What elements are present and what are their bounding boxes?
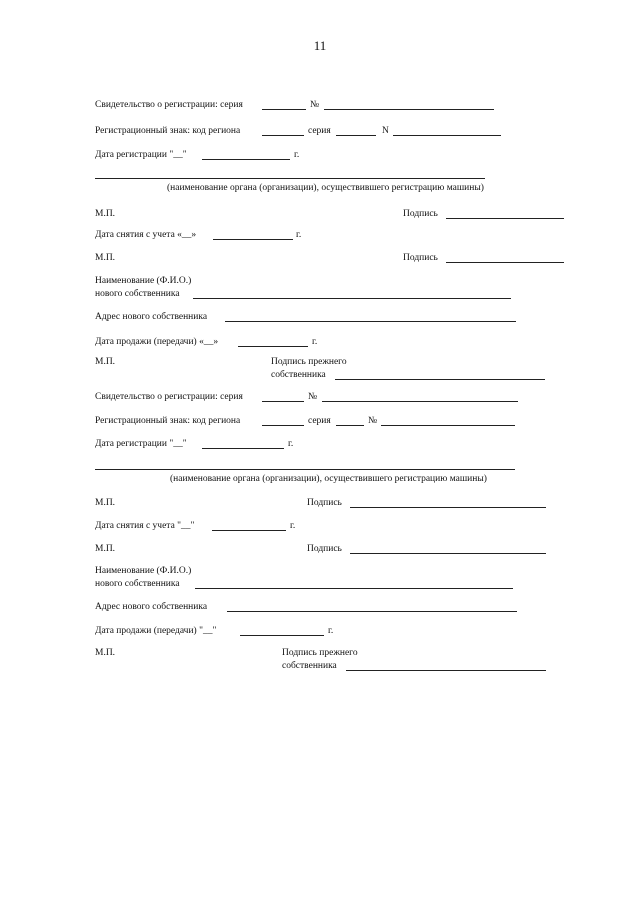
region-code-label: Регистрационный знак: код региона bbox=[95, 126, 241, 136]
registration-authority-caption: (наименование органа (организации), осуществившего регистрацию машины) bbox=[170, 474, 487, 484]
registration-authority-field[interactable] bbox=[95, 469, 515, 470]
sign-series-label: серия bbox=[308, 126, 331, 136]
certificate-series-label: Свидетельство о регистрации: серия bbox=[95, 100, 243, 110]
new-owner-address-field[interactable] bbox=[225, 321, 516, 322]
year-suffix: г. bbox=[294, 150, 300, 160]
registration-date-label: Дата регистрации "__" bbox=[95, 439, 187, 449]
previous-owner-signature-field[interactable] bbox=[346, 670, 546, 671]
page-number: 11 bbox=[313, 38, 327, 53]
certificate-series-field[interactable] bbox=[262, 109, 306, 110]
sale-date-label: Дата продажи (передачи) "__" bbox=[95, 626, 217, 636]
year-suffix: г. bbox=[328, 626, 334, 636]
certificate-number-label: № bbox=[310, 100, 320, 110]
year-suffix: г. bbox=[290, 521, 296, 531]
new-owner-address-field[interactable] bbox=[227, 611, 517, 612]
sign-number-label: N bbox=[382, 126, 389, 136]
signature-field[interactable] bbox=[446, 218, 564, 219]
region-code-field[interactable] bbox=[262, 425, 304, 426]
previous-owner-signature-label-2: собственника bbox=[271, 370, 326, 380]
new-owner-name-field[interactable] bbox=[195, 588, 513, 589]
new-owner-address-label: Адрес нового собственника bbox=[95, 312, 208, 322]
deregistration-date-label: Дата снятия с учета «__» bbox=[95, 230, 197, 240]
sale-date-field[interactable] bbox=[238, 346, 308, 347]
registration-authority-field[interactable] bbox=[95, 178, 485, 179]
signature-field[interactable] bbox=[350, 507, 546, 508]
certificate-series-label: Свидетельство о регистрации: серия bbox=[95, 392, 243, 402]
new-owner-address-label: Адрес нового собственника bbox=[95, 602, 208, 612]
stamp-label: М.П. bbox=[95, 544, 116, 554]
signature-label: Подпись bbox=[403, 253, 438, 263]
stamp-label: М.П. bbox=[95, 498, 116, 508]
stamp-label: М.П. bbox=[95, 209, 116, 219]
sale-date-field[interactable] bbox=[240, 635, 324, 636]
deregistration-date-label: Дата снятия с учета "__" bbox=[95, 521, 195, 531]
new-owner-name-field[interactable] bbox=[193, 298, 511, 299]
sale-date-label: Дата продажи (передачи) «__» bbox=[95, 337, 219, 347]
certificate-number-label: № bbox=[308, 392, 318, 402]
sign-number-field[interactable] bbox=[381, 425, 515, 426]
sign-series-field[interactable] bbox=[336, 135, 376, 136]
certificate-number-field[interactable] bbox=[324, 109, 494, 110]
new-owner-name-label-2: нового собственника bbox=[95, 289, 180, 299]
year-suffix: г. bbox=[288, 439, 294, 449]
region-code-field[interactable] bbox=[262, 135, 304, 136]
previous-owner-signature-label-2: собственника bbox=[282, 661, 337, 671]
new-owner-name-label: Наименование (Ф.И.О.) bbox=[95, 566, 192, 576]
stamp-label: М.П. bbox=[95, 253, 116, 263]
year-suffix: г. bbox=[296, 230, 302, 240]
previous-owner-signature-label: Подпись прежнего bbox=[282, 648, 358, 658]
stamp-label: М.П. bbox=[95, 357, 116, 367]
registration-date-field[interactable] bbox=[202, 448, 284, 449]
year-suffix: г. bbox=[312, 337, 318, 347]
signature-label: Подпись bbox=[403, 209, 438, 219]
registration-date-field[interactable] bbox=[202, 159, 290, 160]
deregistration-date-field[interactable] bbox=[213, 239, 293, 240]
signature-field[interactable] bbox=[446, 262, 564, 263]
signature-label: Подпись bbox=[307, 544, 342, 554]
certificate-series-field[interactable] bbox=[262, 401, 304, 402]
new-owner-name-label-2: нового собственника bbox=[95, 579, 180, 589]
stamp-label: М.П. bbox=[95, 648, 116, 658]
new-owner-name-label: Наименование (Ф.И.О.) bbox=[95, 276, 192, 286]
sign-series-label: серия bbox=[308, 416, 331, 426]
sign-number-label: № bbox=[368, 416, 378, 426]
registration-date-label: Дата регистрации "__" bbox=[95, 150, 187, 160]
region-code-label: Регистрационный знак: код региона bbox=[95, 416, 241, 426]
certificate-number-field[interactable] bbox=[322, 401, 518, 402]
registration-authority-caption: (наименование органа (организации), осуществившего регистрацию машины) bbox=[167, 183, 484, 193]
signature-field[interactable] bbox=[350, 553, 546, 554]
previous-owner-signature-label: Подпись прежнего bbox=[271, 357, 347, 367]
deregistration-date-field[interactable] bbox=[212, 530, 286, 531]
previous-owner-signature-field[interactable] bbox=[335, 379, 545, 380]
sign-number-field[interactable] bbox=[393, 135, 501, 136]
sign-series-field[interactable] bbox=[336, 425, 364, 426]
signature-label: Подпись bbox=[307, 498, 342, 508]
